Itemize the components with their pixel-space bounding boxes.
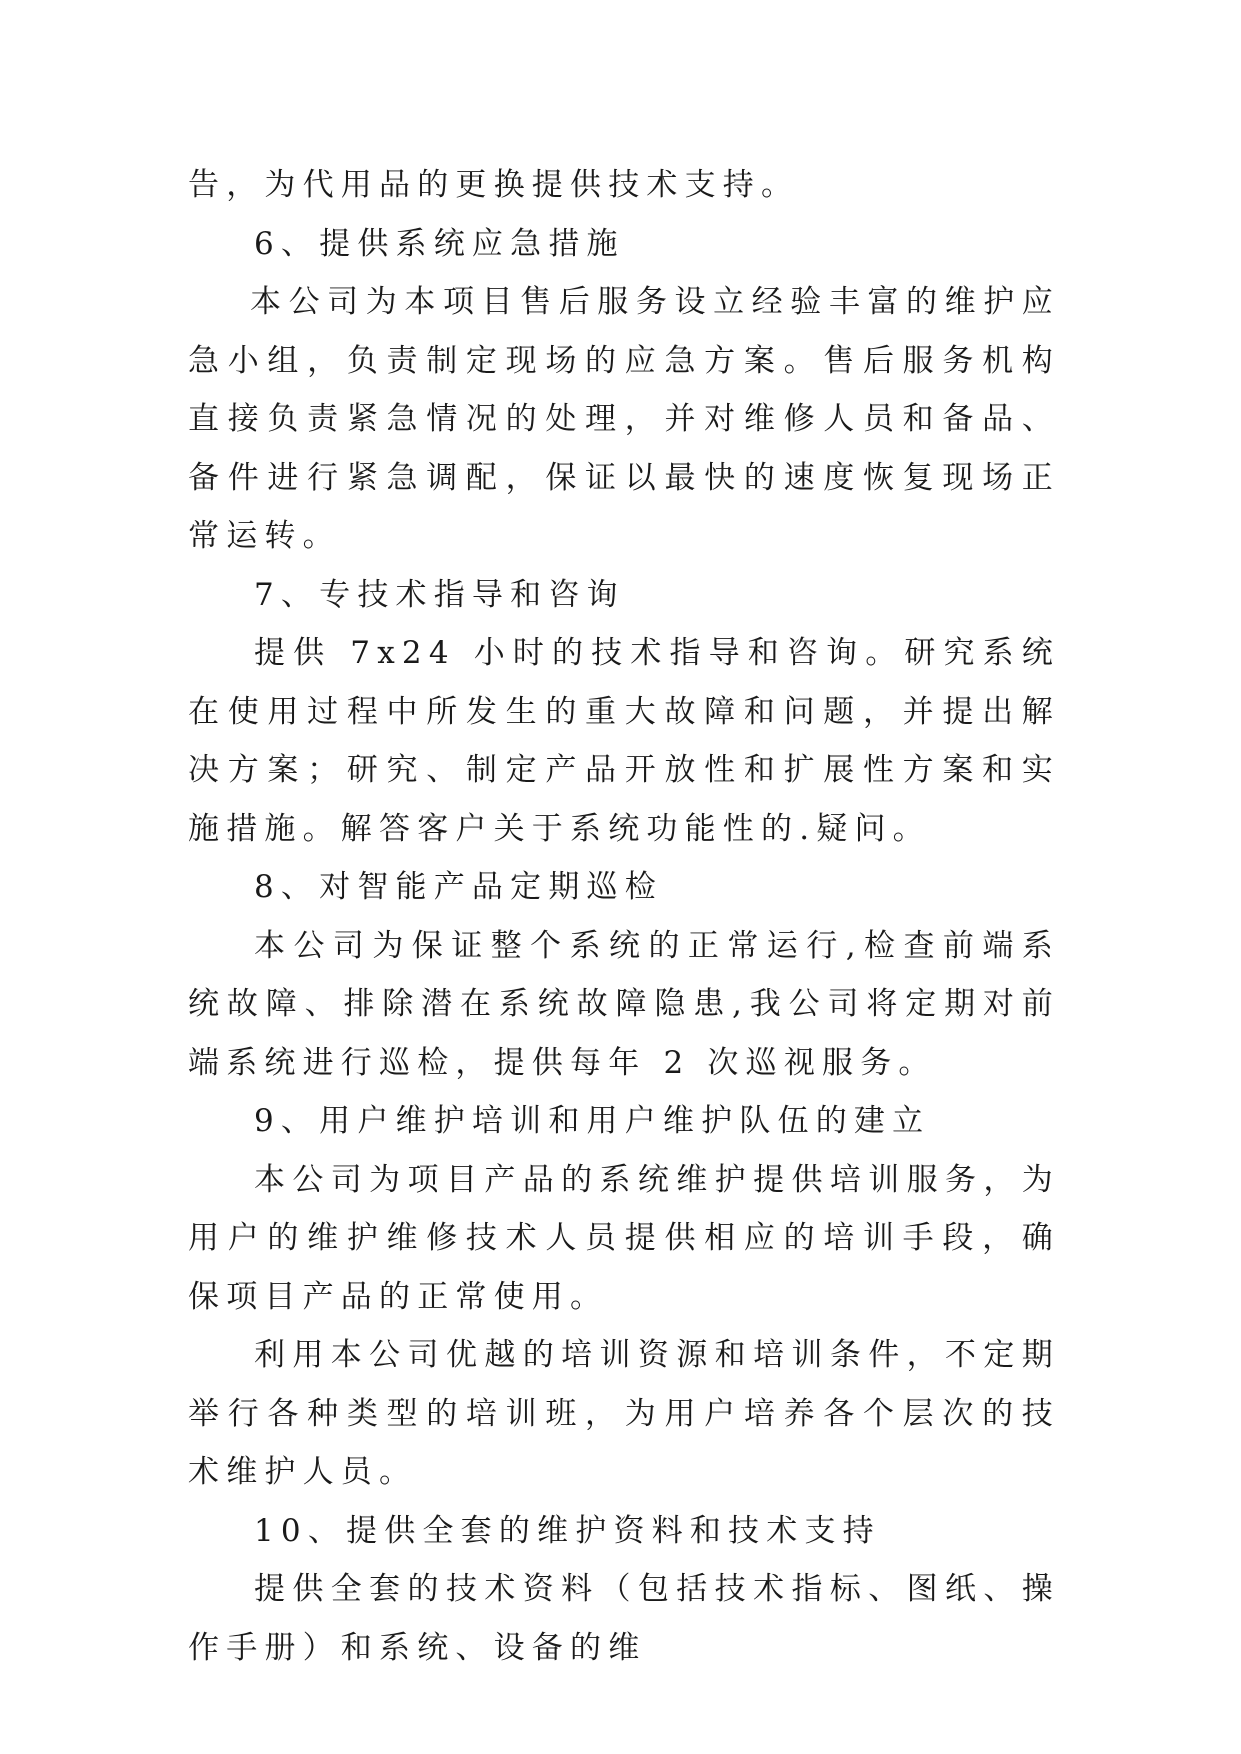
section-heading-9: 9、用户维护培训和用户维护队伍的建立: [254, 1103, 931, 1139]
section-heading-10: 10、提供全套的维护资料和技术支持: [254, 1512, 881, 1549]
paragraph-consulting: 提供 7x24 小时的技术指导和咨询。研究系统在使用过程中所发生的重大故障和问题，并提出解决方案；研究、制定产品开放性和扩展性方案和实施措施。解答客户关于系统功能性的.疑问。: [188, 635, 1060, 847]
section-heading-8: 8、对智能产品定期巡检: [254, 869, 663, 905]
paragraph-materials: 提供全套的技术资料（包括技术指标、图纸、操作手册）和系统、设备的维: [188, 1571, 1060, 1666]
paragraph-continuation: 告，为代用品的更换提供技术支持。: [188, 167, 800, 203]
paragraph-training-resources: 利用本公司优越的培训资源和培训条件，不定期举行各种类型的培训班，为用户培养各个层次的技术维护人员。: [188, 1337, 1060, 1490]
paragraph-training: 本公司为项目产品的系统维护提供培训服务，为用户的维护维修技术人员提供相应的培训手段，确保项目产品的正常使用。: [188, 1161, 1060, 1315]
section-heading-6: 6、提供系统应急措施: [254, 225, 625, 262]
paragraph-emergency: 本公司为本项目售后服务设立经验丰富的维护应急小组，负责制定现场的应急方案。售后服务机构直接负责紧急情况的处理，并对维修人员和备品、备件进行紧急调配，保证以最快的速度恢复现场正常运转。: [188, 284, 1060, 554]
document-body: [188, 156, 1060, 1677]
section-heading-7: 7、专技术指导和咨询: [254, 576, 625, 613]
paragraph-inspection: 本公司为保证整个系统的正常运行,检查前端系统故障、排除潜在系统故障隐患,我公司将定期对前端系统进行巡检，提供每年 2 次巡视服务。: [188, 927, 1060, 1081]
